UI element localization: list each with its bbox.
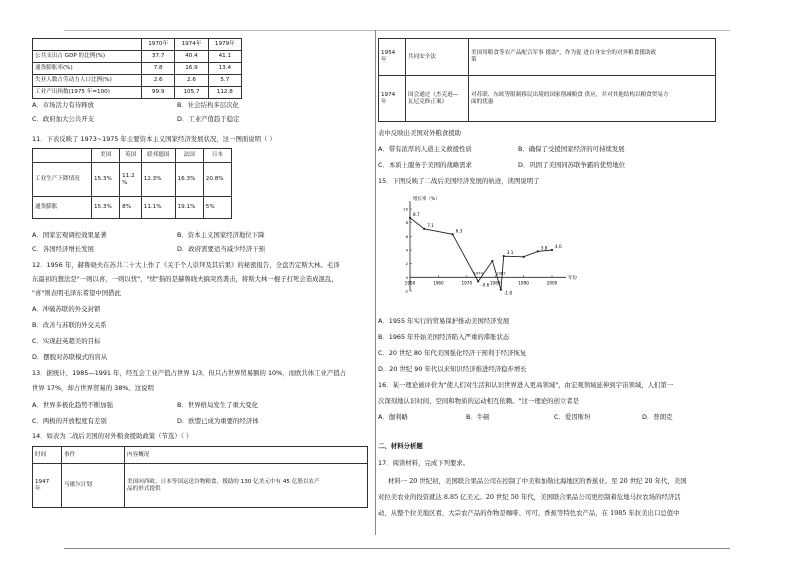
table-cell: 5% <box>203 197 231 219</box>
q13-option-d[interactable]: D．欧盟已成为重要的经济体 <box>177 417 259 425</box>
table-header <box>33 39 142 51</box>
year-label: 1982 <box>496 270 506 276</box>
year-label: 1974 <box>473 270 483 276</box>
table-cell: 8% <box>120 197 142 219</box>
table-cell: 16.3% <box>175 163 203 197</box>
q12-option-a[interactable]: A．冲破苏联的外交封锁 <box>32 305 101 313</box>
q16-stem-line1: 16．某一理论被评价为"使人们对生活和认识世界进入更高领域"，由宏观领域延伸到宇宙领域，人们第一 <box>378 381 674 389</box>
q15-option-a[interactable]: A．1955 年实行的贸易保护推动美国经济发展 <box>378 317 510 325</box>
table-cell: 对苏联、东欧等限制移民出境的国家削减粮食 供应，并对其他结构以粮食贸易方 面的优惠 <box>469 76 716 122</box>
data-point <box>523 256 525 258</box>
q12-stem-line2: 东最初的想法是"一则以喜，一则以忧"，"忧"指的是赫鲁晓夫搞突然袭击，将斯大林一棍子打死会造成混乱， <box>32 275 338 283</box>
data-label: 4.0 <box>555 244 562 249</box>
x-tick-label: 1960 <box>433 280 444 286</box>
y-tick-label: 4 <box>405 247 408 253</box>
table-cell: 12.3% <box>141 163 175 197</box>
material-line3: 动，从整个拉美地区看，大宗农产品的作物是咖啡、可可、香蕉等特色农产品，在 1985 年拉美出口总值中 <box>378 509 680 517</box>
table-header <box>33 149 92 163</box>
q11-option-c[interactable]: C．各国经济增长发展 <box>32 245 94 253</box>
q12-option-c[interactable]: C．实现赶英超美的目标 <box>32 337 101 345</box>
table-cell: 41.1 <box>208 51 241 63</box>
data-point <box>423 228 425 230</box>
y-axis-label: 增长率（%） <box>413 197 440 202</box>
q14-table-part2 <box>378 38 716 122</box>
q10-option-a[interactable]: A．市场活力有待释放 <box>32 101 94 109</box>
table-cell: 37.7 <box>142 51 175 63</box>
q11-option-b[interactable]: B．资本主义国家经济地位下降 <box>177 231 265 239</box>
table-cell: 112.8 <box>208 87 241 99</box>
q13-option-a[interactable]: A．世界多极化趋势不断加强 <box>32 401 114 409</box>
q14-tail: 表中反映出美国对外粮食援助 <box>378 129 462 137</box>
table-cell: 20.8% <box>203 163 231 197</box>
table-cell: 15.3% <box>92 163 120 197</box>
data-point <box>500 289 502 291</box>
x-tick-label: 1970 <box>461 280 473 286</box>
table-header: 时间 <box>33 447 62 464</box>
data-point <box>452 233 454 235</box>
y-tick-label: 8 <box>405 220 408 226</box>
q11-option-a[interactable]: A．国家宏观调控效果显著 <box>32 231 107 239</box>
x-tick-label: 1980 <box>489 280 501 286</box>
q14-table-part1 <box>32 446 368 508</box>
q15-option-d[interactable]: D．20 世纪 90 年代以来知识经济推进经济稳步增长 <box>378 365 527 373</box>
table-cell: 16.9 <box>175 63 208 75</box>
q14-option-b[interactable]: B．确保了受援国家经济的可持续发展 <box>518 145 625 153</box>
y-tick-label: 0 <box>405 274 408 280</box>
q10-option-c[interactable]: C．政府加大公共开支 <box>32 115 94 123</box>
y-tick-label: 6 <box>405 233 408 239</box>
material-line2: 对拉美农业的投资就达 8.85 亿美元。20 世纪 50 年代，美国联合果品公司更控制着危地马拉农场的经济活 <box>378 493 681 501</box>
q16-stem-line2: 次深刻地认识时间、空间和物质的运动相互依赖。"这一理论的创立者是 <box>378 397 580 405</box>
table-header: 内容概况 <box>125 447 368 464</box>
q12-stem-line1: 12．1956 年，赫鲁晓夫在苏共二十大上作了《关于个人崇拜及其后果》的秘密报告，全盘否定斯大林。毛泽 <box>32 261 340 269</box>
table-cell: 工业产出指数(1975 年=100) <box>33 87 142 99</box>
y-tick-label: 2 <box>405 261 408 267</box>
q12-option-d[interactable]: D．摆脱对苏联模式的盲从 <box>32 353 108 361</box>
q14-option-d[interactable]: D．巩固了美国同苏联争霸的优势地位 <box>518 161 626 169</box>
table-cell: 105.7 <box>175 87 208 99</box>
table-cell: 15.3% <box>92 197 120 219</box>
q13-stem-line2: 世界 17%，却占世界贸易的 38%。这说明 <box>32 384 154 392</box>
table-cell: 7.8 <box>142 63 175 75</box>
data-label: 3.8 <box>540 245 548 251</box>
table-cell: 通货膨胀 <box>33 197 92 219</box>
data-label: -0.6 <box>481 282 490 288</box>
table-cell: 5.7 <box>208 75 241 87</box>
data-point <box>503 255 505 257</box>
table-cell: 11.1% <box>141 197 175 219</box>
q16-option-d[interactable]: D．普朗克 <box>642 413 673 421</box>
x-axis-label: 年份 <box>568 275 577 281</box>
q11-stem: 11．下表反映了 1973~1975 年主要资本主义国家经济发展状况，这一图面说明（ ） <box>32 135 276 143</box>
q15-option-b[interactable]: B．1965 年开始美国经济陷入严重的滞胀状态 <box>378 333 510 341</box>
q12-stem-line3: "喜"则表明毛泽东希望中国借此 <box>32 289 121 297</box>
table-header: 联邦德国 <box>141 149 175 163</box>
q15-stem: 15．下图反映了二战后美国经济发展的轨迹，读图说明了 <box>378 177 540 185</box>
q15-option-c[interactable]: C．20 世纪 80 年代美国强化经济干预利于经济恢复 <box>378 349 527 357</box>
q14-option-a[interactable]: A．带有浓厚的人道主义救援性质 <box>378 145 472 153</box>
table-cell: 11.2 % <box>120 163 142 197</box>
data-point <box>551 249 553 251</box>
table-header: 事件 <box>62 447 125 464</box>
table-cell: 1947 年 <box>33 464 62 508</box>
data-label: 7.1 <box>427 222 434 228</box>
data-label: 3.1 <box>506 250 514 256</box>
table-header: 1974年 <box>175 39 208 51</box>
q10-option-b[interactable]: B．社会结构多层次化 <box>177 101 239 109</box>
q13-option-c[interactable]: C．两极的开放程度有差别 <box>32 417 107 425</box>
data-label: -1.8 <box>503 290 513 296</box>
table-cell: 1974 年 <box>379 76 406 122</box>
table-header: 1970年 <box>142 39 175 51</box>
data-label: 6.3 <box>455 228 463 234</box>
growth-line-chart <box>392 193 592 305</box>
table-cell: 国会通过《杰克逊— 瓦尼克修正案》 <box>406 76 469 122</box>
q10-option-d[interactable]: D．工业产值趋于稳定 <box>177 115 240 123</box>
q11-table <box>32 148 232 219</box>
material-line1: 材料一 20 世纪初，美国联合果品公司在控制了中美和加勒比海地区的香蕉业。至 20 世纪 20 年代，美国 <box>388 477 687 485</box>
table-cell: 2.6 <box>142 75 175 87</box>
table-cell: 公共支出占 GDP 的比例(%) <box>33 51 142 63</box>
data-point <box>537 250 539 252</box>
header-rule <box>64 30 730 31</box>
table-cell: 通货膨胀率(%) <box>33 63 142 75</box>
table-cell: 13.4 <box>208 63 241 75</box>
table-header: 日本 <box>203 149 231 163</box>
table-cell: 美国向西欧、日本等国运送谷物粮食，援助的 130 亿美元中有 45 亿股以农产 品的形式提供 <box>125 464 368 508</box>
data-point <box>409 217 411 219</box>
table-cell: 1954 年 <box>379 39 406 76</box>
series-line <box>410 218 552 290</box>
footer-rule <box>64 548 730 549</box>
table-cell: 99.9 <box>142 87 175 99</box>
table-header: 1979年 <box>208 39 241 51</box>
q13-stem-line1: 13．据统计，1985—1991 年，经互会工业产值占世界 1/3，但只占世界贸易额的 10%，而欧共体工业产值占 <box>32 369 347 377</box>
column-divider <box>375 30 376 535</box>
x-tick-label: 1990 <box>518 280 529 286</box>
q16-option-c[interactable]: C．爱因斯坦 <box>554 413 591 421</box>
x-tick-label: 1950 <box>404 280 416 286</box>
table-cell: 工业生产下降情况 <box>33 163 92 197</box>
q17-stem: 17．阅读材料，完成下列要求。 <box>378 459 470 467</box>
stats-table-1970s <box>32 38 242 99</box>
q13-option-b[interactable]: B．世界格局发生了重大变化 <box>177 401 259 409</box>
data-point <box>491 260 493 262</box>
section-title: 二、材料分析题 <box>378 442 423 450</box>
y-tick-label: -2 <box>404 288 408 294</box>
q16-option-b[interactable]: B．牛顿 <box>466 413 490 421</box>
y-tick-label: 10 <box>403 206 408 212</box>
q12-option-b[interactable]: B．改善与苏联的外交关系 <box>32 321 107 329</box>
x-tick-label: 2000 <box>546 280 558 286</box>
table-header: 法国 <box>175 149 203 163</box>
data-label: 8.7 <box>413 211 420 217</box>
table-cell: 共同安全法 <box>406 39 469 76</box>
q16-option-a[interactable]: A．伽利略 <box>378 413 408 421</box>
table-header: 英国 <box>120 149 142 163</box>
table-header: 美国 <box>92 149 120 163</box>
q14-option-c[interactable]: C．本质上服务于美国的战略需求 <box>378 161 472 169</box>
table-cell: 2.6 <box>175 75 208 87</box>
table-cell: 美国用粮食等农产品配合军事 援助"，作为促 进自身安全的对外粮食援助政 策 <box>469 39 716 76</box>
table-cell: 40.4 <box>175 51 208 63</box>
table-cell: 失业人数占劳动力人口比例(%) <box>33 75 142 87</box>
q11-option-d[interactable]: D．政府需要适当减少经济干预 <box>177 245 265 253</box>
table-cell: 马歇尔计划 <box>62 464 125 508</box>
data-point <box>477 280 479 282</box>
q14-stem: 14．如表为二战后美国的对外粮食援助政策（节选）（ ） <box>32 432 193 440</box>
table-cell: 19.1% <box>175 197 203 219</box>
